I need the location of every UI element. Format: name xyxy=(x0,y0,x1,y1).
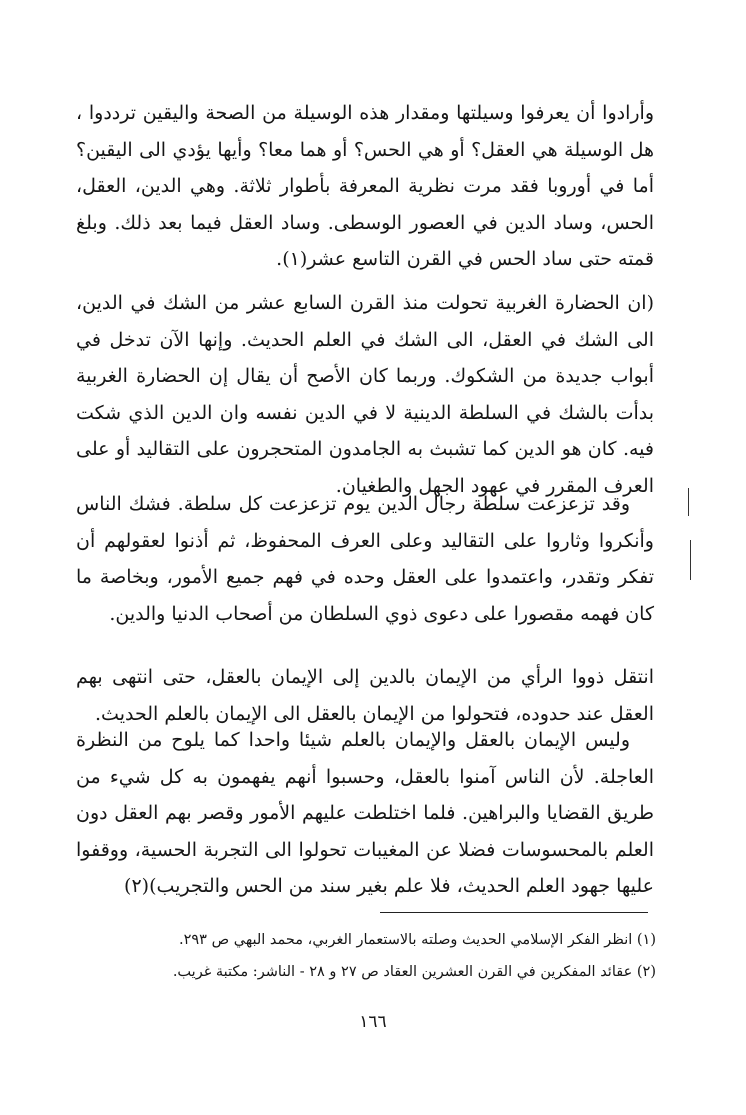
page-number: ١٦٦ xyxy=(359,1012,387,1032)
footnote-divider xyxy=(380,912,648,913)
body-paragraph-5: وليس الإيمان بالعقل والإيمان بالعلم شيئا واحدا كما يلوح من النظرة العاجلة. لأن الناس آمنوا بالعقل، وحسبوا أنهم يفهمون به كل شيء من طريق القضايا والبراهين. فلما اختلطت عليهم الأمور وقصر بهم العقل دون العلم بالمحسوسات فضلا عن المغيبات تحولوا الى التجربة الحسية، ووقفوا عليها جهود العلم الحديث، فلا علم بغير سند من الحس والتجريب)(٢) xyxy=(76,729,654,897)
margin-mark xyxy=(688,488,689,516)
body-paragraph-3-wrapper xyxy=(76,486,654,632)
body-paragraph-4: انتقل ذووا الرأي من الإيمان بالدين إلى الإيمان بالعقل، حتى انتهى بهم العقل عند حدوده، فتحولوا من الإيمان بالعقل الى الإيمان بالعلم الحديث. xyxy=(76,666,654,725)
margin-mark xyxy=(690,540,691,580)
body-paragraph-3: وقد تزعزعت سلطة رجال الدين يوم تزعزعت كل سلطة. فشك الناس وأنكروا وثاروا على التقاليد وعلى العرف المحفوظ، ثم أذنوا لعقولهم أن تفكر وتقدر، واعتمدوا على العقل وحده في فهم جميع الأمور، وبخاصة ما كان فهمه مقصورا على دعوى ذوي السلطان من أصحاب الدنيا والدين. xyxy=(76,493,654,625)
body-paragraph-1: وأرادوا أن يعرفوا وسيلتها ومقدار هذه الوسيلة من الصحة واليقين ترددوا ، هل الوسيلة هي العقل؟ أو هي الحس؟ أو هما معا؟ وأيها يؤدي الى اليقين؟ أما في أوروبا فقد مرت نظرية المعرفة بأطوار ثلاثة. وهي الدين، العقل، الحس، وساد الدين في العصور الوسطى. وساد العقل فيما بعد ذلك. وبلغ قمته حتى ساد الحس في القرن التاسع عشر(١). xyxy=(76,102,654,270)
footnote-2: (٢) عقائد المفكرين في القرن العشرين العقاد ص ٢٧ و ٢٨ - الناشر: مكتبة غريب. xyxy=(172,964,656,980)
body-paragraph-5-wrapper xyxy=(76,722,654,905)
body-paragraph-2: (ان الحضارة الغربية تحولت منذ القرن السابع عشر من الشك في الدين، الى الشك في العقل، الى الشك في العلم الحديث. وإنها الآن تدخل في أبواب جديدة من الشكوك. وربما كان الأصح أن يقال إن الحضارة الغربية بدأت بالشك في السلطة الدينية لا في الدين نفسه وان الدين الذي شكت فيه. كان هو الدين كما تشبث به الجامدون المتحجرون على التقاليد أو على العرف المقرر في عهود الجهل والطغيان. xyxy=(76,292,654,497)
footnote-1: (١) انظر الفكر الإسلامي الحديث وصلته بالاستعمار الغربي، محمد البهي ص ٢٩٣. xyxy=(179,932,656,948)
